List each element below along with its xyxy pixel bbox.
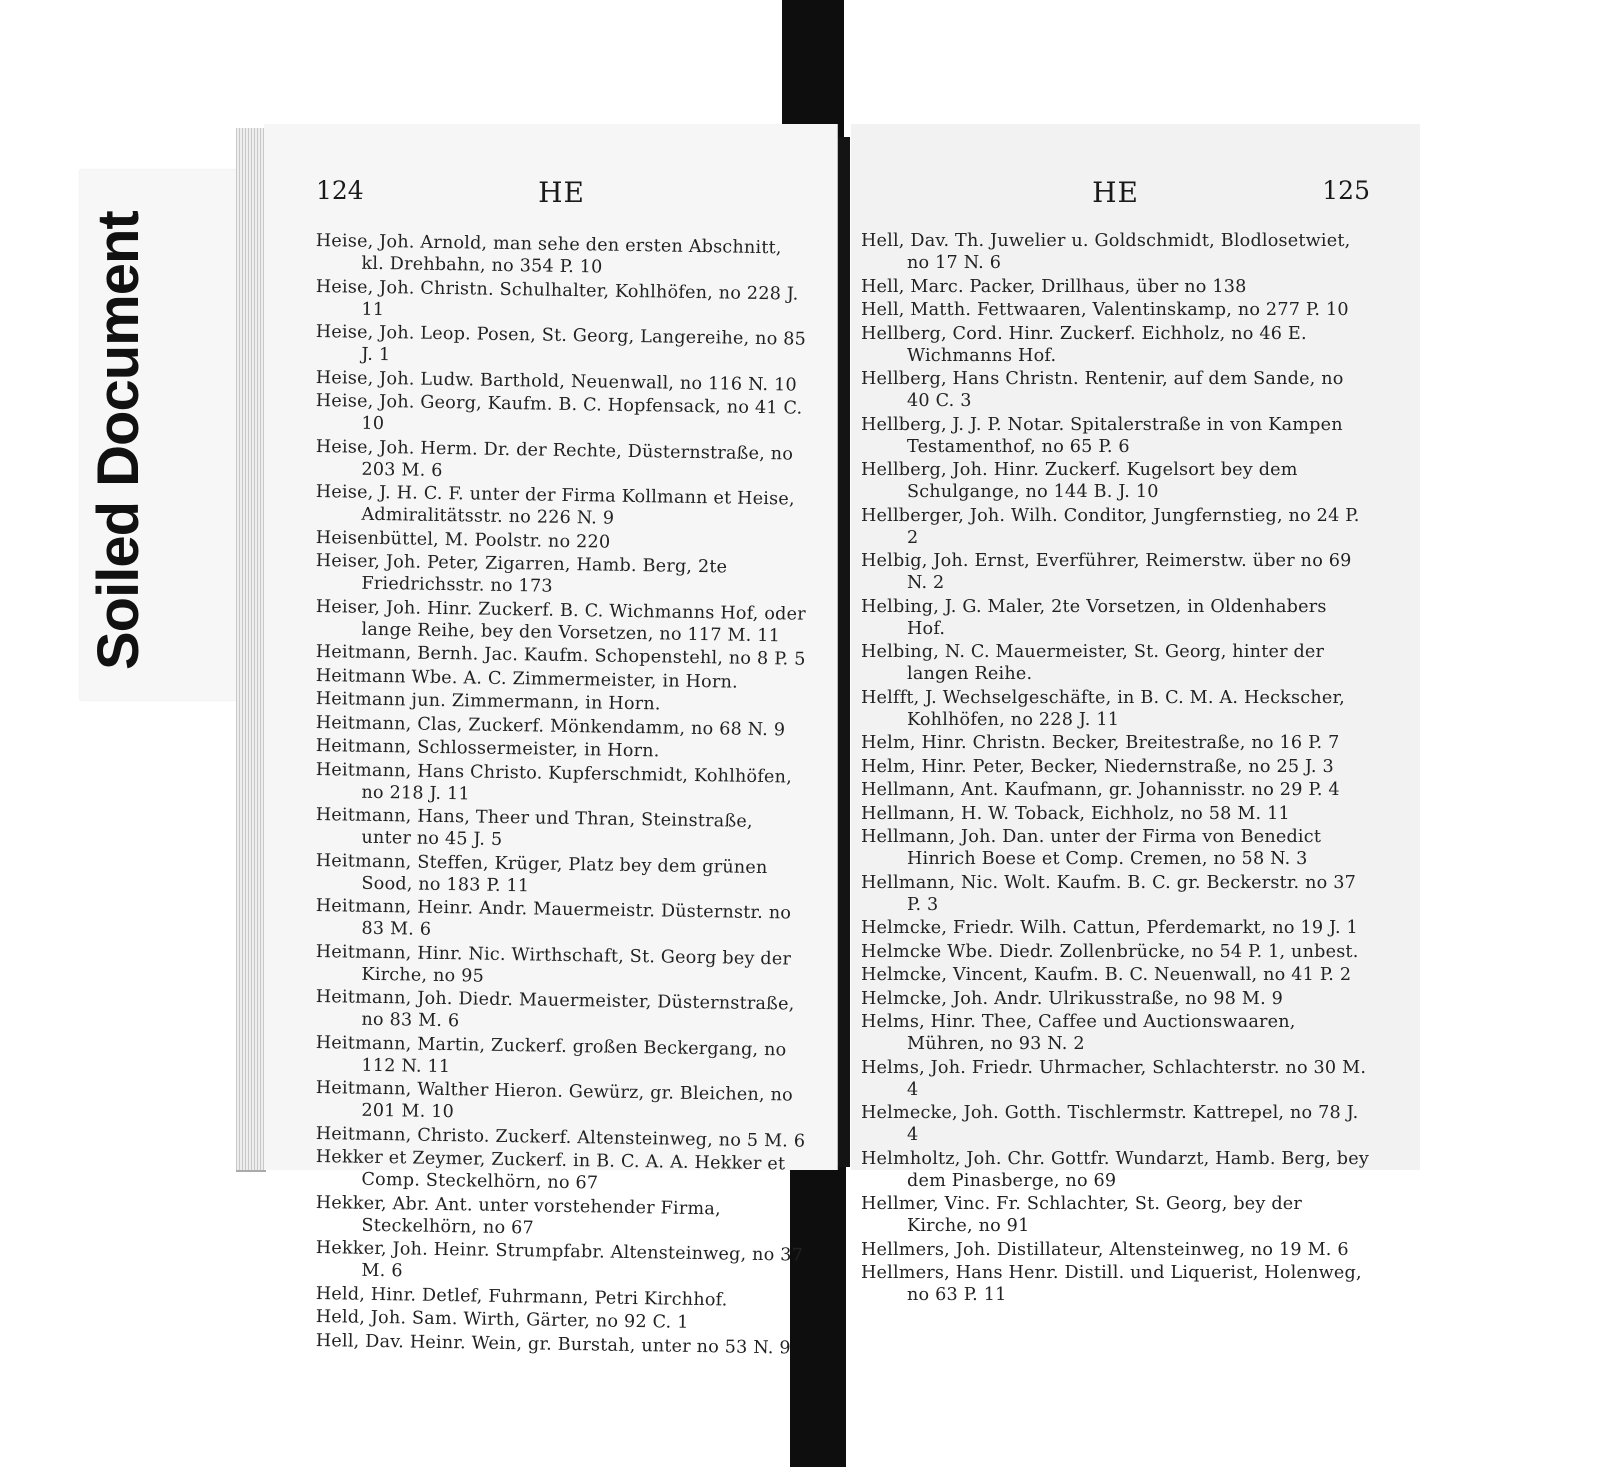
directory-entry: Helmholtz, Joh. Chr. Gottfr. Wundarzt, Hamb. Berg, bey dem Pinasberge, no 69	[861, 1148, 1370, 1191]
left-page	[264, 124, 838, 1358]
right-entry-list	[861, 230, 1370, 1306]
directory-entry: Helms, Hinr. Thee, Caffee und Auctionswaaren, Mühren, no 93 N. 2	[861, 1012, 1296, 1054]
book-gutter	[838, 137, 850, 1167]
directory-entry: Hellberger, Joh. Wilh. Conditor, Jungfernstieg, no 24 P. 2	[861, 505, 1360, 548]
left-header-letters: HE	[538, 176, 585, 209]
directory-entry: Heitmann, Hans Christo. Kupferschmidt, Kohlhöfen, no 218 J. 11	[315, 759, 793, 804]
directory-entry: Heiser, Joh. Hinr. Zuckerf. B. C. Wichmanns Hof, oder lange Reihe, bey den Vorsetzen, no 117 M. 11	[315, 596, 806, 646]
directory-entry: Heitmann jun. Zimmermann, in Horn.	[315, 688, 661, 715]
directory-entry: Heise, Joh. Georg, Kaufm. B. C. Hopfensack, no 41 C. 10	[315, 390, 803, 435]
directory-entry: Helmcke, Vincent, Kaufm. B. C. Neuenwall, no 41 P. 2	[861, 965, 1352, 985]
directory-entry: Heise, Joh. Herm. Dr. der Rechte, Düsternstraße, no 203 M. 6	[315, 436, 794, 481]
directory-entry: Hellberg, Joh. Hinr. Zuckerf. Kugelsort bey dem Schulgange, no 144 B. J. 10	[861, 460, 1298, 502]
directory-entry: Heitmann, Hans, Theer und Thran, Steinstraße, unter no 45 J. 5	[315, 804, 753, 850]
directory-entry: Helfft, J. Wechselgeschäfte, in B. C. M. A. Heckscher, Kohlhöfen, no 228 J. 11	[861, 687, 1345, 730]
directory-entry: Hellberg, Cord. Hinr. Zuckerf. Eichholz, no 46 E. Wichmanns Hof.	[861, 323, 1307, 366]
directory-entry: Heiser, Joh. Peter, Zigarren, Hamb. Berg, 2te Friedrichsstr. no 173	[315, 550, 728, 597]
directory-entry: Hellmer, Vinc. Fr. Schlachter, St. Georg, bey der Kirche, no 91	[861, 1194, 1303, 1236]
directory-entry: Hellmann, H. W. Toback, Eichholz, no 58 M. 11	[861, 803, 1290, 824]
directory-entry: Heitmann, Hinr. Nic. Wirthschaft, St. Georg bey der Kirche, no 95	[315, 941, 792, 987]
directory-entry: Hekker et Zeymer, Zuckerf. in B. C. A. A. Hekker et Comp. Steckelhörn, no 67	[315, 1146, 786, 1194]
directory-entry: Helm, Hinr. Christn. Becker, Breitestraße, no 16 P. 7	[861, 733, 1340, 753]
directory-entry: Hell, Matth. Fettwaaren, Valentinskamp, no 277 P. 10	[861, 300, 1349, 320]
directory-entry: Heise, Joh. Ludw. Barthold, Neuenwall, no 116 N. 10	[315, 367, 798, 396]
directory-entry: Helmcke, Friedr. Wilh. Cattun, Pferdemarkt, no 19 J. 1	[861, 918, 1358, 938]
directory-entry: Hellmers, Hans Henr. Distill. und Liquerist, Holenweg, no 63 P. 11	[861, 1263, 1362, 1305]
directory-entry: Helbing, J. G. Maler, 2te Vorsetzen, in Oldenhabers Hof.	[861, 596, 1327, 639]
left-page-number: 124	[316, 176, 364, 205]
directory-entry: Hellmann, Nic. Wolt. Kaufm. B. C. gr. Beckerstr. no 37 P. 3	[861, 872, 1356, 915]
directory-entry: Hekker, Abr. Ant. unter vorstehender Firma, Steckelhörn, no 67	[315, 1192, 721, 1238]
binding-strap-top	[782, 0, 844, 137]
directory-entry: Heitmann, Christo. Zuckerf. Altensteinweg, no 5 M. 6	[315, 1123, 806, 1152]
directory-entry: Hell, Marc. Packer, Drillhaus, über no 138	[861, 276, 1247, 297]
directory-entry: Helms, Joh. Friedr. Uhrmacher, Schlachterstr. no 30 M. 4	[861, 1057, 1367, 1100]
directory-entry: Helbing, N. C. Mauermeister, St. Georg, hinter der langen Reihe.	[861, 642, 1325, 684]
directory-entry: Heitmann, Martin, Zuckerf. großen Beckergang, no 112 N. 11	[315, 1032, 787, 1077]
directory-entry: Helmecke, Joh. Gotth. Tischlermstr. Kattrepel, no 78 J. 4	[861, 1103, 1359, 1145]
directory-entry: Hellberg, Hans Christn. Rentenir, auf dem Sande, no 40 C. 3	[861, 369, 1344, 411]
directory-entry: Heise, J. H. C. F. unter der Firma Kollmann et Heise, Admiralitätsstr. no 226 N. 9	[315, 481, 795, 529]
directory-entry: Heitmann, Steffen, Krüger, Platz bey dem grünen Sood, no 183 P. 11	[315, 850, 768, 896]
directory-entry: Helmcke Wbe. Diedr. Zollenbrücke, no 54 P. 1, unbest.	[861, 941, 1359, 962]
directory-entry: Helbig, Joh. Ernst, Everführer, Reimerstw. über no 69 N. 2	[861, 551, 1352, 593]
directory-entry: Heitmann, Heinr. Andr. Mauermeistr. Düsternstr. no 83 M. 6	[315, 895, 792, 940]
directory-entry: Held, Joh. Sam. Wirth, Gärter, no 92 C. 1	[315, 1306, 689, 1333]
directory-entry: Hellberg, J. J. P. Notar. Spitalerstraße in von Kampen Testamenthof, no 65 P. 6	[861, 414, 1343, 457]
right-running-head	[861, 176, 1370, 230]
directory-entry: Helm, Hinr. Peter, Becker, Niedernstraße, no 25 J. 3	[861, 756, 1334, 777]
directory-entry: Heitmann, Walther Hieron. Gewürz, gr. Bleichen, no 201 M. 10	[315, 1077, 794, 1123]
right-header-letters: HE	[1092, 176, 1139, 209]
directory-entry: Hellmers, Joh. Distillateur, Altensteinweg, no 19 M. 6	[861, 1239, 1349, 1260]
directory-entry: Held, Hinr. Detlef, Fuhrmann, Petri Kirchhof.	[315, 1283, 728, 1310]
right-page	[851, 124, 1420, 1305]
directory-entry: Heitmann, Joh. Diedr. Mauermeister, Düsternstraße, no 83 M. 6	[315, 986, 795, 1032]
left-running-head	[316, 176, 807, 230]
directory-entry: Heise, Joh. Arnold, man sehe den ersten Abschnitt, kl. Drehbahn, no 354 P. 10	[315, 230, 782, 278]
directory-entry: Heitmann Wbe. A. C. Zimmermeister, in Horn.	[315, 665, 739, 693]
right-page-number: 125	[1322, 176, 1370, 205]
left-entry-list	[315, 230, 807, 1358]
directory-entry: Heitmann, Bernh. Jac. Kaufm. Schopenstehl, no 8 P. 5	[315, 641, 806, 670]
directory-entry: Heise, Joh. Leop. Posen, St. Georg, Langereihe, no 85 J. 1	[315, 321, 807, 366]
directory-entry: Hellmann, Joh. Dan. unter der Firma von Benedict Hinrich Boese et Comp. Cremen, no 58 N. 3	[861, 827, 1322, 869]
directory-entry: Heisenbüttel, M. Poolstr. no 220	[315, 527, 611, 553]
soiled-document-label: Soiled Document	[86, 211, 151, 670]
directory-entry: Hell, Dav. Heinr. Wein, gr. Burstah, unter no 53 N. 9	[315, 1330, 791, 1358]
directory-entry: Hell, Dav. Th. Juwelier u. Goldschmidt, Blodlosetwiet, no 17 N. 6	[861, 231, 1351, 273]
page-edge-stack	[236, 128, 266, 1172]
directory-entry: Helmcke, Joh. Andr. Ulrikusstraße, no 98 M. 9	[861, 988, 1284, 1009]
directory-entry: Hekker, Joh. Heinr. Strumpfabr. Altensteinweg, no 37 M. 6	[315, 1237, 804, 1282]
directory-entry: Heise, Joh. Christn. Schulhalter, Kohlhöfen, no 228 J. 11	[315, 276, 799, 320]
directory-entry: Heitmann, Schlossermeister, in Horn.	[315, 735, 660, 762]
directory-entry: Hellmann, Ant. Kaufmann, gr. Johannisstr. no 29 P. 4	[861, 780, 1340, 800]
directory-entry: Heitmann, Clas, Zuckerf. Mönkendamm, no 68 N. 9	[315, 712, 786, 740]
